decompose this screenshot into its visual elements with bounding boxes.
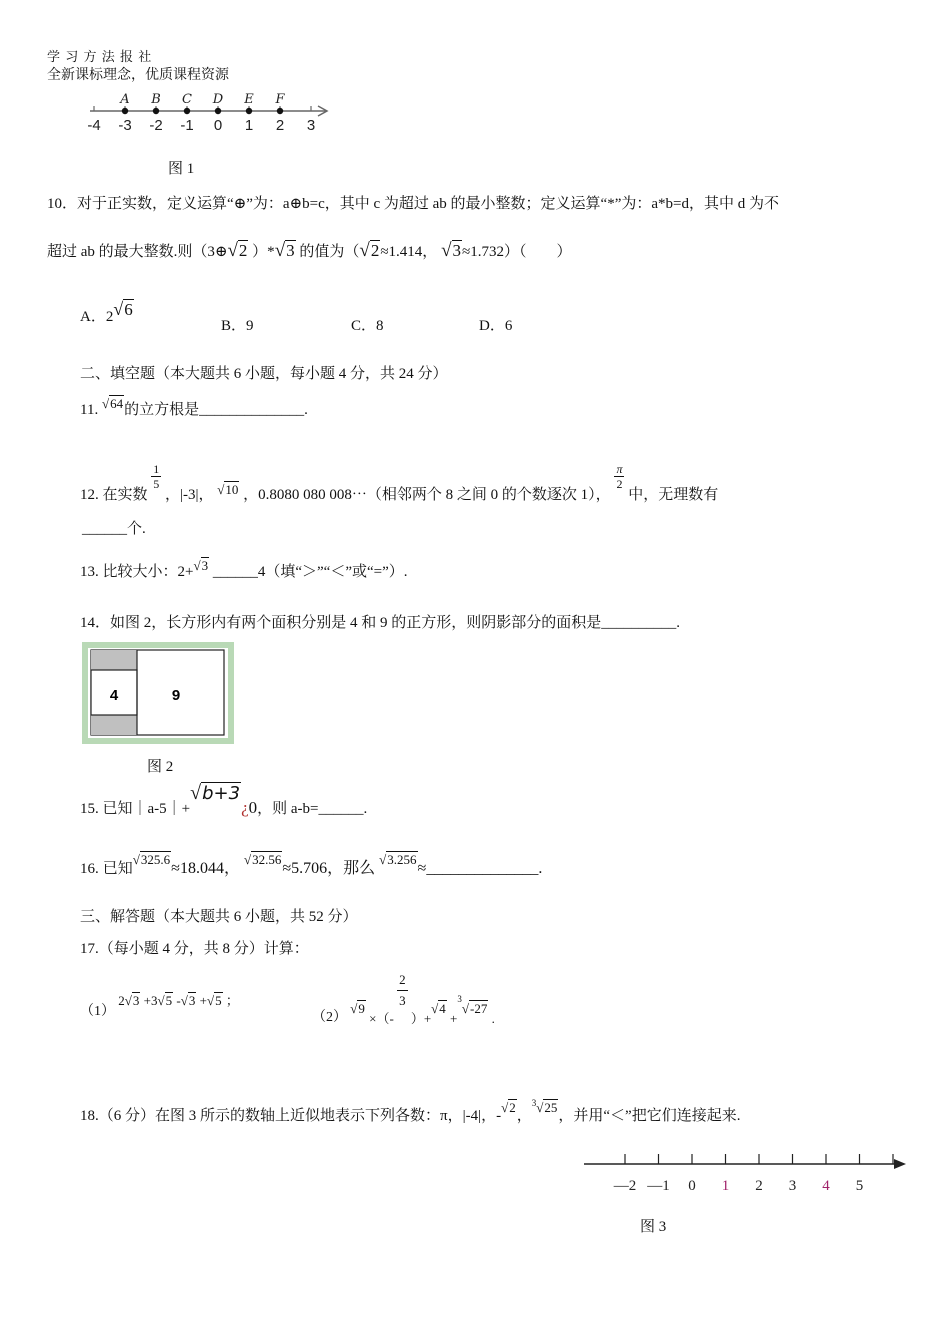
q16-value-2: ≈5.706，那么: [282, 860, 376, 877]
tick-label: 2: [275, 117, 285, 134]
sqrt-sign: √: [243, 852, 252, 867]
times-neg: ×（-: [369, 1011, 394, 1027]
q18: [80, 1096, 741, 1124]
tick-label: 4: [822, 1178, 830, 1194]
tick-label: —1: [647, 1178, 670, 1194]
q18-comma: ，: [516, 1108, 532, 1124]
slogan: 全新课标理念，优质课程资源: [47, 68, 229, 83]
q13: [80, 554, 408, 580]
q16-radicand-2: 32.56: [252, 852, 282, 867]
q12-middle-text: ，0.8080 080 008⋯（相邻两个 8 之间 0 的个数逐次 1），: [243, 486, 611, 503]
q10-option-a[interactable]: [80, 299, 134, 326]
point-label: F: [275, 92, 285, 107]
tick-label: -4: [87, 117, 101, 134]
q12-number: 12.: [80, 486, 99, 503]
expr-op: -: [176, 993, 181, 1008]
q15-radicand: b+3: [202, 783, 241, 804]
sqrt-sign: √: [217, 481, 225, 497]
tick-label: 3: [788, 1178, 797, 1194]
q10-option-b[interactable]: B．9: [221, 318, 254, 334]
tick-label: -1: [180, 117, 194, 134]
tick-label: —2: [613, 1178, 637, 1194]
q14-text: 14．如图 2，长方形内有两个面积分别是 4 和 9 的正方形，则阴影部分的面积是__________.: [80, 615, 681, 631]
q17-part-2: [312, 970, 495, 1027]
option-a-radicand: 6: [124, 300, 133, 319]
close-plus: ）+: [410, 1011, 432, 1027]
part-1-label: （1）: [80, 1004, 115, 1019]
large-square-label: 9: [171, 687, 181, 704]
q15-zero: 0: [248, 798, 258, 817]
sqrt-sign: √: [501, 1100, 509, 1115]
period: .: [491, 1011, 495, 1027]
q15-prefix: 已知｜a-5｜+: [102, 801, 191, 817]
q10-radicand-2b: 2: [370, 241, 380, 260]
q16: [80, 846, 543, 877]
fraction-denominator: 5: [153, 477, 160, 491]
radicand-neg27: -27: [470, 1001, 488, 1017]
q16-prefix: 已知: [102, 861, 133, 877]
point-marker: [184, 108, 190, 114]
tick-label: 0: [688, 1178, 696, 1194]
sqrt-sign: √: [157, 993, 165, 1008]
cube-root-index: 3: [457, 994, 462, 1005]
q15-garbled-glyph: ¿: [241, 798, 249, 817]
q13-prefix: 比较大小：2+: [102, 564, 194, 580]
q13-suffix: ______4（填“＞”“＜”或“=”）.: [212, 564, 408, 580]
q17-heading: 17.（每小题 4 分，共 8 分）计算：: [80, 941, 309, 957]
tick-label: -2: [149, 117, 163, 134]
q11-text: 的立方根是______________.: [124, 402, 308, 418]
q10-approx-3: ≈1.732）（ ）: [462, 244, 572, 260]
point-label: C: [182, 92, 192, 107]
sqrt-sign: √: [101, 396, 110, 411]
option-a-label: A．2: [80, 309, 114, 325]
point-label: D: [212, 92, 224, 107]
sqrt-sign: √: [113, 299, 124, 319]
q18-radicand-25: 25: [544, 1100, 558, 1115]
point-marker: [153, 108, 159, 114]
expr-radicand: 3: [132, 993, 140, 1008]
sqrt-sign: √: [379, 852, 387, 867]
q10-radicand-3: 3: [286, 241, 295, 260]
fraction-one-fifth: [151, 462, 161, 491]
q10-line-2: [47, 240, 571, 262]
q16-radicand-1: 325.6: [140, 852, 171, 867]
point-label: E: [244, 92, 254, 107]
point-marker: [277, 108, 283, 114]
fraction-pi-over-2: [614, 462, 624, 491]
section-3-title: 三、解答题（本大题共 6 小题，共 52 分）: [80, 909, 358, 925]
sqrt-sign: √: [359, 240, 370, 261]
fraction-denominator: 2: [616, 477, 623, 491]
q10-radicand-3b: 3: [452, 241, 461, 260]
tick-label: 5: [855, 1178, 864, 1194]
expr-op: +: [199, 993, 207, 1008]
figure-1-number-line: [80, 88, 340, 136]
publisher-name: 学 习 方 法 报 社: [47, 49, 153, 64]
q10-text-b: ）*: [252, 244, 275, 260]
fraction-denominator: 3: [399, 993, 406, 1008]
shaded-region-top: [91, 650, 137, 670]
expr-term: +3: [143, 993, 158, 1008]
tick-label: 1: [721, 1178, 730, 1194]
q15-number: 15.: [80, 801, 99, 817]
point-marker: [246, 108, 252, 114]
point-label: A: [120, 92, 130, 107]
q11-number: 11.: [80, 402, 99, 418]
plus: +: [450, 1011, 458, 1027]
q12-radicand: 10: [225, 481, 239, 497]
point-marker: [215, 108, 221, 114]
shaded-region-bottom: [91, 715, 137, 735]
q10-option-c[interactable]: C．8: [351, 318, 384, 334]
q10-option-d[interactable]: D．6: [479, 318, 513, 334]
q11: [80, 398, 308, 419]
q12: [80, 454, 719, 503]
tick-label: 2: [755, 1178, 763, 1194]
point-marker: [122, 108, 128, 114]
tick-label: -3: [118, 117, 132, 134]
point-label: B: [151, 92, 161, 107]
radicand-9: 9: [358, 1001, 365, 1017]
axis-arrow: [894, 1159, 906, 1169]
fraction-numerator: π: [616, 462, 623, 476]
figure-2-caption: 图 2: [147, 759, 174, 775]
radicand-4: 4: [439, 1001, 446, 1017]
q17-part-1: [80, 990, 239, 1019]
q16-number: 16.: [80, 861, 99, 877]
figure-2-rectangles: [82, 642, 234, 744]
q11-radicand: 64: [110, 396, 124, 411]
sqrt-sign: √: [206, 993, 215, 1008]
q10-line-1: 10．对于正实数，定义运算“⊕”为：a⊕b=c，其中 c 为超过 ab 的最小整数；定义运算“*”为：a*b=d，其中 d 为不: [47, 196, 779, 212]
fraction-two-thirds: [397, 970, 408, 1011]
q12-line-2: ______个.: [82, 521, 146, 537]
figure-3-number-line: [580, 1148, 910, 1198]
tick-label: 3: [306, 117, 316, 134]
expr-radicand: 3: [188, 993, 196, 1008]
q18-prefix: 18.（6 分）在图 3 所示的数轴上近似地表示下列各数：π，|-4|，-: [80, 1108, 502, 1124]
sqrt-sign: √: [441, 240, 452, 261]
q16-value-1: ≈18.044，: [171, 860, 240, 877]
q13-radicand: 3: [201, 558, 209, 573]
figure-1-caption: 图 1: [168, 161, 195, 177]
sqrt-sign: √: [132, 852, 140, 867]
section-2-title: 二、填空题（本大题共 6 小题，每小题 4 分，共 24 分）: [80, 366, 448, 382]
q12-abs: ，|-3|，: [165, 486, 214, 503]
tick-label: 0: [213, 117, 223, 134]
q15: [80, 782, 368, 817]
q13-number: 13.: [80, 564, 99, 580]
small-square-label: 4: [109, 687, 119, 704]
tick-label: 1: [244, 117, 254, 134]
q16-value-3: ≈______________.: [417, 860, 543, 877]
figure-3-caption: 图 3: [640, 1219, 667, 1235]
q10-radicand-2: 2: [238, 241, 248, 260]
q10-text-c: 的值为（: [299, 244, 360, 260]
part-2-label: （2）: [312, 1010, 347, 1026]
sqrt-sign: √: [193, 558, 201, 573]
sqrt-sign: √: [461, 1001, 470, 1017]
sqrt-sign: √: [431, 1001, 439, 1017]
q10-approx-2: ≈1.414，: [380, 244, 438, 260]
fraction-numerator: 1: [153, 462, 160, 476]
sqrt-sign: √: [180, 993, 188, 1008]
expr-radicand: 5: [165, 993, 173, 1008]
q18-suffix: ，并用“＜”把它们连接起来.: [558, 1108, 741, 1124]
expr-coef: 2: [118, 993, 125, 1008]
sqrt-sign: √: [190, 782, 202, 804]
q15-suffix: ，则 a-b=______.: [257, 801, 368, 817]
sqrt-sign: √: [124, 993, 132, 1008]
q12-suffix: 中，无理数有: [628, 486, 719, 503]
expr-end: ；: [225, 993, 239, 1008]
expr-radicand: 5: [215, 993, 222, 1008]
q16-radicand-3: 3.256: [387, 852, 417, 867]
sqrt-sign: √: [350, 1001, 358, 1017]
q18-cube-root-index: 3: [531, 1098, 537, 1108]
sqrt-sign: √: [227, 240, 238, 261]
sqrt-sign: √: [274, 240, 286, 261]
sqrt-sign: √: [536, 1100, 544, 1115]
fraction-numerator: 2: [397, 970, 408, 991]
q12-prefix: 在实数: [102, 486, 148, 503]
q18-radicand-2: 2: [509, 1100, 516, 1115]
q10-text-a: 超过 ab 的最大整数.则（3⊕: [47, 244, 228, 260]
